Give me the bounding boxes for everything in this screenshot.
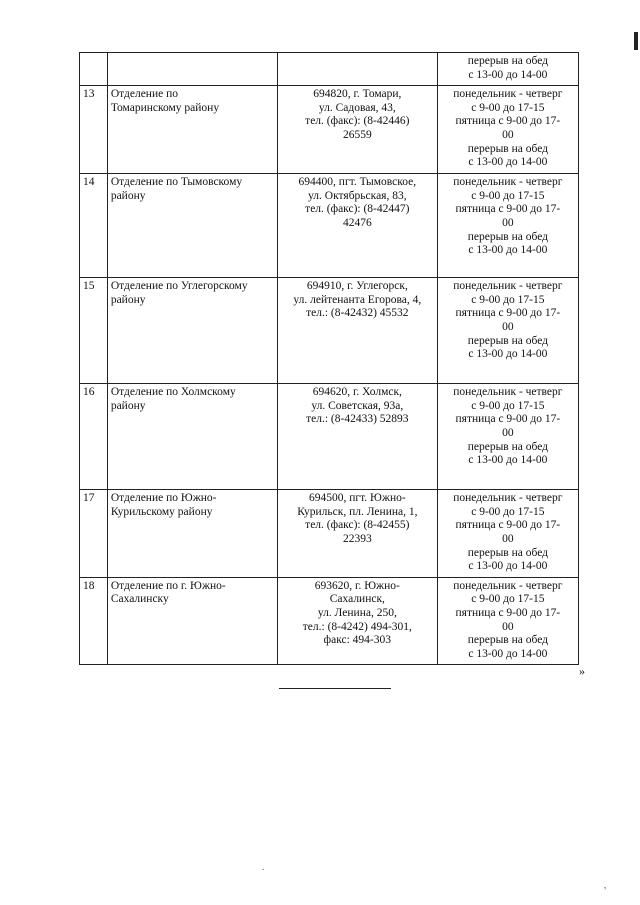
address-line: тел. (факс): (8-42446) xyxy=(305,115,410,128)
name-line: району xyxy=(110,399,146,412)
hours-cell xyxy=(437,278,578,384)
hours-line: перерыв на обед xyxy=(467,634,548,647)
table-row xyxy=(80,384,579,490)
hours-cell xyxy=(437,174,578,278)
name-cell xyxy=(107,86,277,174)
address-cell xyxy=(277,384,437,490)
hours-cell xyxy=(437,577,578,665)
address-line: тел. (факс): (8-42447) xyxy=(305,203,410,216)
address-line: ул. Советская, 93а, xyxy=(311,399,404,412)
hours-line: пятница с 9-00 до 17- xyxy=(455,307,561,320)
address-line: факс: 494-303 xyxy=(323,634,392,647)
hours-line: перерыв на обед xyxy=(467,440,548,453)
hours-line: понедельник - четверг xyxy=(453,386,563,399)
hours-line: 00 xyxy=(502,532,514,545)
hours-cell xyxy=(437,53,578,86)
address-line: 694820, г. Томари, xyxy=(313,88,402,101)
name-line: Отделение по г. Южно- xyxy=(110,579,226,592)
hours-line: пятница с 9-00 до 17- xyxy=(455,519,561,532)
offices-table xyxy=(79,52,579,665)
address-line: ул. Садовая, 43, xyxy=(318,101,396,114)
address-line: ул. лейтенанта Егорова, 4, xyxy=(293,293,422,306)
hours-line: с 13-00 до 14-00 xyxy=(468,560,548,573)
hours-line: 00 xyxy=(502,426,514,439)
hours-line: с 13-00 до 14-00 xyxy=(468,244,548,257)
hours-line: 00 xyxy=(502,320,514,333)
hours-line: понедельник - четверг xyxy=(453,176,563,189)
address-cell xyxy=(277,490,437,578)
hours-line: перерыв на обед xyxy=(467,142,548,155)
address-cell xyxy=(277,278,437,384)
hours-cell xyxy=(437,384,578,490)
hours-line: пятница с 9-00 до 17- xyxy=(455,413,561,426)
address-cell xyxy=(277,53,437,86)
number-cell xyxy=(80,53,108,86)
hours-line: с 9-00 до 17-15 xyxy=(471,101,545,114)
table-row xyxy=(80,174,579,278)
closing-quote-mark: » xyxy=(579,664,585,678)
name-cell xyxy=(107,278,277,384)
table-row xyxy=(80,278,579,384)
scan-speck: , xyxy=(604,880,607,890)
row-number: 15 xyxy=(80,278,108,384)
row-number: 13 xyxy=(80,86,108,174)
name-line: Отделение по Углегорскому xyxy=(110,280,248,293)
address-line: тел.: (8-4242) 494-301, xyxy=(302,620,412,633)
table-row-continuation xyxy=(80,53,579,86)
name-line: Курильскому району xyxy=(110,505,213,518)
hours-line: с 13-00 до 14-00 xyxy=(468,348,548,361)
name-line: Отделение по Тымовскому xyxy=(110,176,243,189)
name-line: Сахалинску xyxy=(110,593,169,606)
hours-line: с 9-00 до 17-15 xyxy=(471,593,545,606)
address-line: 694620, г. Холмск, xyxy=(312,386,402,399)
scan-edge-mark xyxy=(634,32,638,50)
hours-line: 00 xyxy=(502,128,514,141)
hours-line: с 13-00 до 14-00 xyxy=(468,647,548,660)
name-cell xyxy=(107,53,277,86)
row-number: 18 xyxy=(80,577,108,665)
address-line: Сахалинск, xyxy=(329,593,385,606)
hours-line: перерыв на обед xyxy=(467,334,548,347)
scan-speck: . xyxy=(262,862,265,872)
hours-line: пятница с 9-00 до 17- xyxy=(455,115,561,128)
address-line: 22393 xyxy=(342,532,372,545)
hours-line: 00 xyxy=(502,216,514,229)
address-line: 694910, г. Углегорск, xyxy=(306,280,408,293)
hours-line: понедельник - четверг xyxy=(453,280,563,293)
table-row xyxy=(80,577,579,665)
address-line: 694400, пгт. Тымовское, xyxy=(298,176,417,189)
table-row xyxy=(80,86,579,174)
address-line: Курильск, пл. Ленина, 1, xyxy=(297,505,418,518)
name-line: Томаринскому району xyxy=(110,101,220,114)
hours-line: понедельник - четверг xyxy=(453,492,563,505)
hours-line: с 9-00 до 17-15 xyxy=(471,399,545,412)
address-line: 26559 xyxy=(342,128,372,141)
name-cell xyxy=(107,490,277,578)
hours-cell xyxy=(437,86,578,174)
name-cell xyxy=(107,174,277,278)
name-line: Отделение по Южно- xyxy=(110,492,217,505)
separator-line xyxy=(279,688,391,689)
hours-line: с 9-00 до 17-15 xyxy=(471,189,545,202)
name-line: району xyxy=(110,293,146,306)
hours-line: с 13-00 до 14-00 xyxy=(468,156,548,169)
address-line: 694500, пгт. Южно- xyxy=(309,492,406,505)
address-cell xyxy=(277,174,437,278)
row-number: 16 xyxy=(80,384,108,490)
name-line: Отделение по xyxy=(110,88,178,101)
hours-line: с 13-00 до 14-00 xyxy=(468,68,548,81)
row-number: 14 xyxy=(80,174,108,278)
address-line: ул. Ленина, 250, xyxy=(317,606,397,619)
name-line: Отделение по Холмскому xyxy=(110,386,236,399)
address-line: 693620, г. Южно- xyxy=(314,579,400,592)
hours-line: пятница с 9-00 до 17- xyxy=(455,606,561,619)
hours-line: с 9-00 до 17-15 xyxy=(471,505,545,518)
table-row xyxy=(80,490,579,578)
hours-line: перерыв на обед xyxy=(467,55,548,67)
hours-line: перерыв на обед xyxy=(467,230,548,243)
hours-cell xyxy=(437,490,578,578)
hours-line: 00 xyxy=(502,620,514,633)
address-cell xyxy=(277,86,437,174)
address-line: тел. (факс): (8-42455) xyxy=(305,519,410,532)
hours-line: с 9-00 до 17-15 xyxy=(471,293,545,306)
hours-line: пятница с 9-00 до 17- xyxy=(455,203,561,216)
hours-line: понедельник - четверг xyxy=(453,88,563,101)
address-line: ул. Октябрьская, 83, xyxy=(308,189,407,202)
name-cell xyxy=(107,577,277,665)
address-line: тел.: (8-42433) 52893 xyxy=(306,413,409,426)
hours-line: перерыв на обед xyxy=(467,546,548,559)
name-cell xyxy=(107,384,277,490)
hours-line: понедельник - четверг xyxy=(453,579,563,592)
name-line: району xyxy=(110,189,146,202)
address-line: 42476 xyxy=(342,216,372,229)
address-cell xyxy=(277,577,437,665)
row-number: 17 xyxy=(80,490,108,578)
hours-line: с 13-00 до 14-00 xyxy=(468,454,548,467)
address-line: тел.: (8-42432) 45532 xyxy=(306,307,409,320)
